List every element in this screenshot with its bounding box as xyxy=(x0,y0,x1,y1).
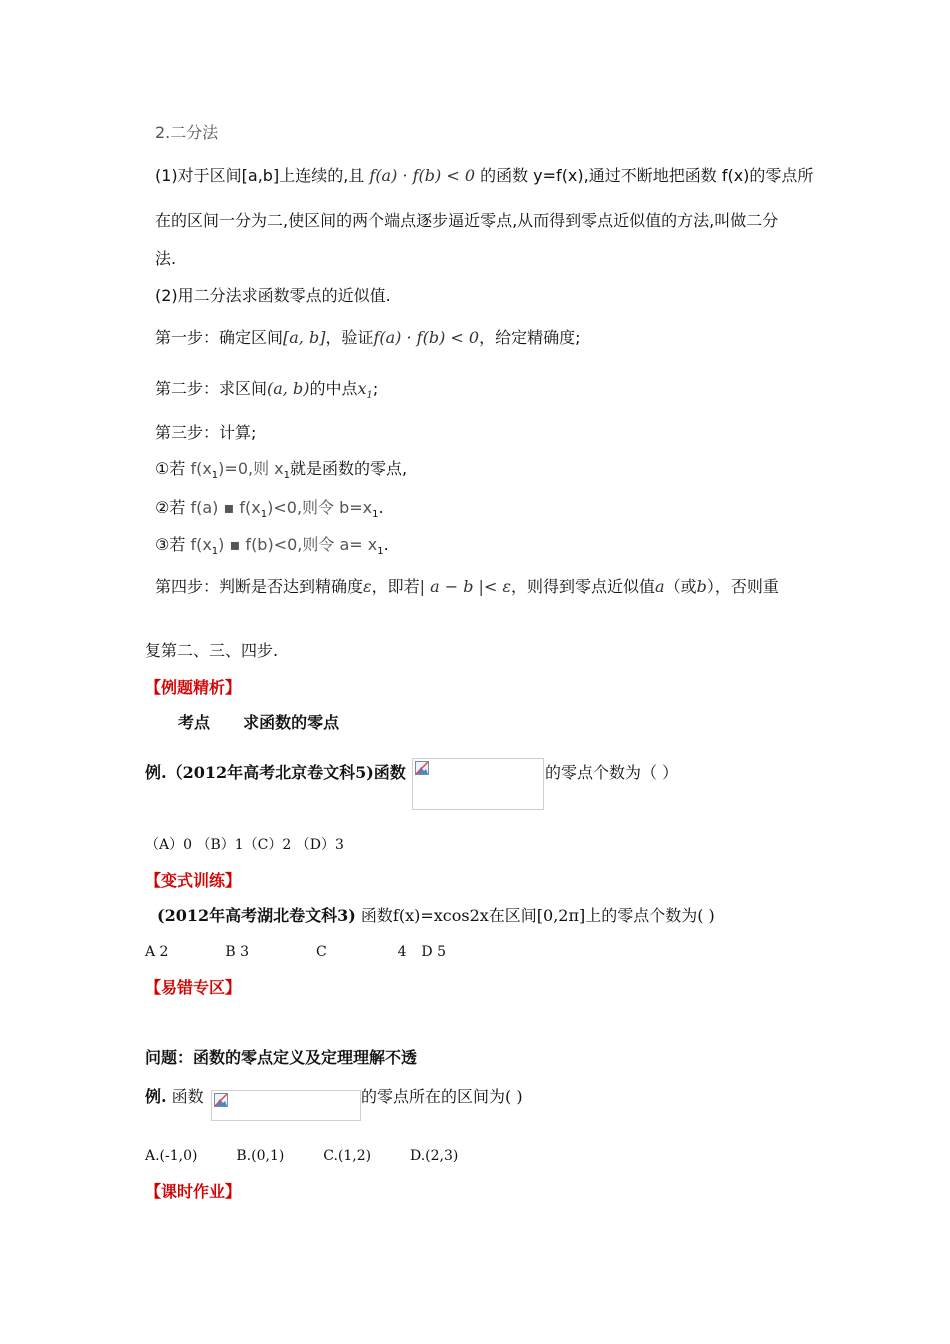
method-heading xyxy=(155,285,391,307)
definition-text-4: 法. xyxy=(155,249,177,268)
variant-option-d: D 5 xyxy=(421,944,446,960)
product-condition: f(a) · f(b) < 0 xyxy=(369,166,475,185)
example-1-suffix: 的零点个数为（ ） xyxy=(545,763,679,782)
example-2-option-b: B.(0,1) xyxy=(236,1148,285,1164)
definition-text-3: 在的区间一分为二,使区间的两个端点逐步逼近零点,从而得到零点近似值的方法,叫做二分 xyxy=(155,211,779,230)
step-1-mid: ，验证 xyxy=(325,328,374,347)
case-2-sub: 1 xyxy=(260,509,268,521)
example-2-fn: 函数 xyxy=(171,1087,204,1106)
section-title xyxy=(155,122,218,144)
example-2-options xyxy=(145,1145,458,1167)
step-4-a: a xyxy=(655,577,665,596)
step-1-suffix: ，给定精确度; xyxy=(479,328,581,347)
step-1 xyxy=(155,327,580,349)
homework-heading xyxy=(145,1181,241,1203)
example-1-suffix-line xyxy=(545,762,678,784)
case-2-c: . xyxy=(378,498,384,517)
example-1-formula-image xyxy=(412,758,544,810)
definition-text-2: 的函数 y=f(x),通过不断地把函数 f(x)的零点所 xyxy=(480,166,814,185)
step-4-eps: ε xyxy=(363,577,372,596)
case-1-b: )=0,则 x xyxy=(218,459,284,478)
variant-question xyxy=(157,905,715,927)
broken-image-icon xyxy=(214,1093,228,1107)
step-4-label: 第四步：判断是否达到精确度 xyxy=(155,577,364,596)
example-2-option-d: D.(2,3) xyxy=(410,1148,459,1164)
case-2-marker: ②若 xyxy=(155,498,186,517)
error-heading-text: 【易错专区】 xyxy=(145,978,242,997)
example-1 xyxy=(145,762,406,784)
case-1-sub-2: 1 xyxy=(283,470,291,482)
example-2-option-c: C.(1,2) xyxy=(323,1148,372,1164)
variant-heading-text: 【变式训练】 xyxy=(145,871,242,890)
variant-option-c-value: 4 xyxy=(397,944,407,960)
example-1-prefix: 例.（2012年高考北京卷文科5)函数 xyxy=(145,763,406,782)
step-4-mid: ，即若 xyxy=(371,577,420,596)
topic-line xyxy=(178,712,339,734)
step-4-abs: | a − b |< ε xyxy=(419,577,512,596)
case-3-sub-2: 1 xyxy=(377,546,384,558)
variant-options xyxy=(145,941,446,963)
example-2-suffix-line xyxy=(361,1086,523,1108)
example-2-suffix: 的零点所在的区间为( ) xyxy=(361,1087,523,1106)
step-1-condition: f(a) · f(b) < 0 xyxy=(373,328,480,347)
case-2-a: f(a) ▪ f(x xyxy=(190,498,261,517)
step-4-continued xyxy=(145,640,278,662)
step-4-continued-text: 复第二、三、四步. xyxy=(145,641,279,660)
variant-heading xyxy=(145,870,241,892)
variant-text: 函数f(x)=xcos2x在区间[0,2π]上的零点个数为( ) xyxy=(360,906,715,925)
case-3-marker: ③若 xyxy=(155,535,186,554)
example-1-options xyxy=(145,834,344,856)
case-1 xyxy=(155,458,407,487)
definition-line-3 xyxy=(155,248,176,270)
example-2 xyxy=(145,1086,204,1108)
case-1-marker: ①若 xyxy=(155,459,186,478)
step-4-b: b xyxy=(696,577,707,596)
method-heading-text: (2)用二分法求函数零点的近似值. xyxy=(155,286,391,305)
variant-option-c: C xyxy=(315,944,327,960)
step-1-interval: [a, b] xyxy=(283,328,326,347)
step-4-suffix: ），否则重 xyxy=(706,577,779,596)
example-heading xyxy=(145,677,241,699)
example-2-formula-image xyxy=(211,1090,361,1121)
step-2-suffix: ; xyxy=(372,379,379,398)
variant-source: (2012年高考湖北卷文科3) xyxy=(157,906,356,925)
definition-line-1 xyxy=(155,165,813,187)
step-4-or: （或 xyxy=(664,577,697,596)
case-3-sub: 1 xyxy=(211,546,219,558)
example-1-options-text: （A）0 （B）1（C）2 （D）3 xyxy=(145,837,344,853)
case-3 xyxy=(155,534,389,563)
topic-text: 求函数的零点 xyxy=(243,713,340,732)
definition-line-2 xyxy=(155,210,778,232)
step-2-mid: 的中点 xyxy=(309,379,358,398)
section-title-text: 2.二分法 xyxy=(155,123,219,142)
case-1-c: 就是函数的零点, xyxy=(290,459,408,478)
step-4 xyxy=(155,576,779,598)
case-2-b: )<0,则令 b=x xyxy=(267,498,373,517)
case-2-sub-2: 1 xyxy=(372,509,379,521)
broken-image-icon xyxy=(415,761,429,775)
step-2-label: 第二步：求区间 xyxy=(155,379,268,398)
case-1-sub: 1 xyxy=(211,470,219,482)
case-3-b: ) ▪ f(b)<0,则令 a= x xyxy=(218,535,378,554)
variant-option-b: B 3 xyxy=(225,944,250,960)
variant-option-a: A 2 xyxy=(145,944,169,960)
step-4-mid2: ，则得到零点近似值 xyxy=(511,577,656,596)
step-2 xyxy=(155,378,378,407)
step-1-label: 第一步：确定区间 xyxy=(155,328,284,347)
definition-text: (1)对于区间[a,b]上连续的,且 xyxy=(155,166,365,185)
step-2-sub: 1 xyxy=(366,390,373,402)
issue-line xyxy=(145,1047,417,1069)
step-2-var: x xyxy=(357,379,367,398)
example-heading-text: 【例题精析】 xyxy=(145,678,242,697)
example-2-option-a: A.(-1,0) xyxy=(145,1148,198,1164)
case-1-a: f(x xyxy=(190,459,212,478)
step-3 xyxy=(155,422,256,444)
case-3-c: . xyxy=(383,535,389,554)
homework-heading-text: 【课时作业】 xyxy=(145,1182,242,1201)
case-2 xyxy=(155,497,384,526)
example-2-prefix: 例. xyxy=(145,1087,167,1106)
issue-text: 问题：函数的零点定义及定理理解不透 xyxy=(145,1048,418,1067)
case-3-a: f(x xyxy=(190,535,212,554)
error-heading xyxy=(145,977,241,999)
step-2-interval: (a, b) xyxy=(267,379,310,398)
topic-label: 考点 xyxy=(178,713,211,732)
step-3-text: 第三步：计算; xyxy=(155,423,257,442)
